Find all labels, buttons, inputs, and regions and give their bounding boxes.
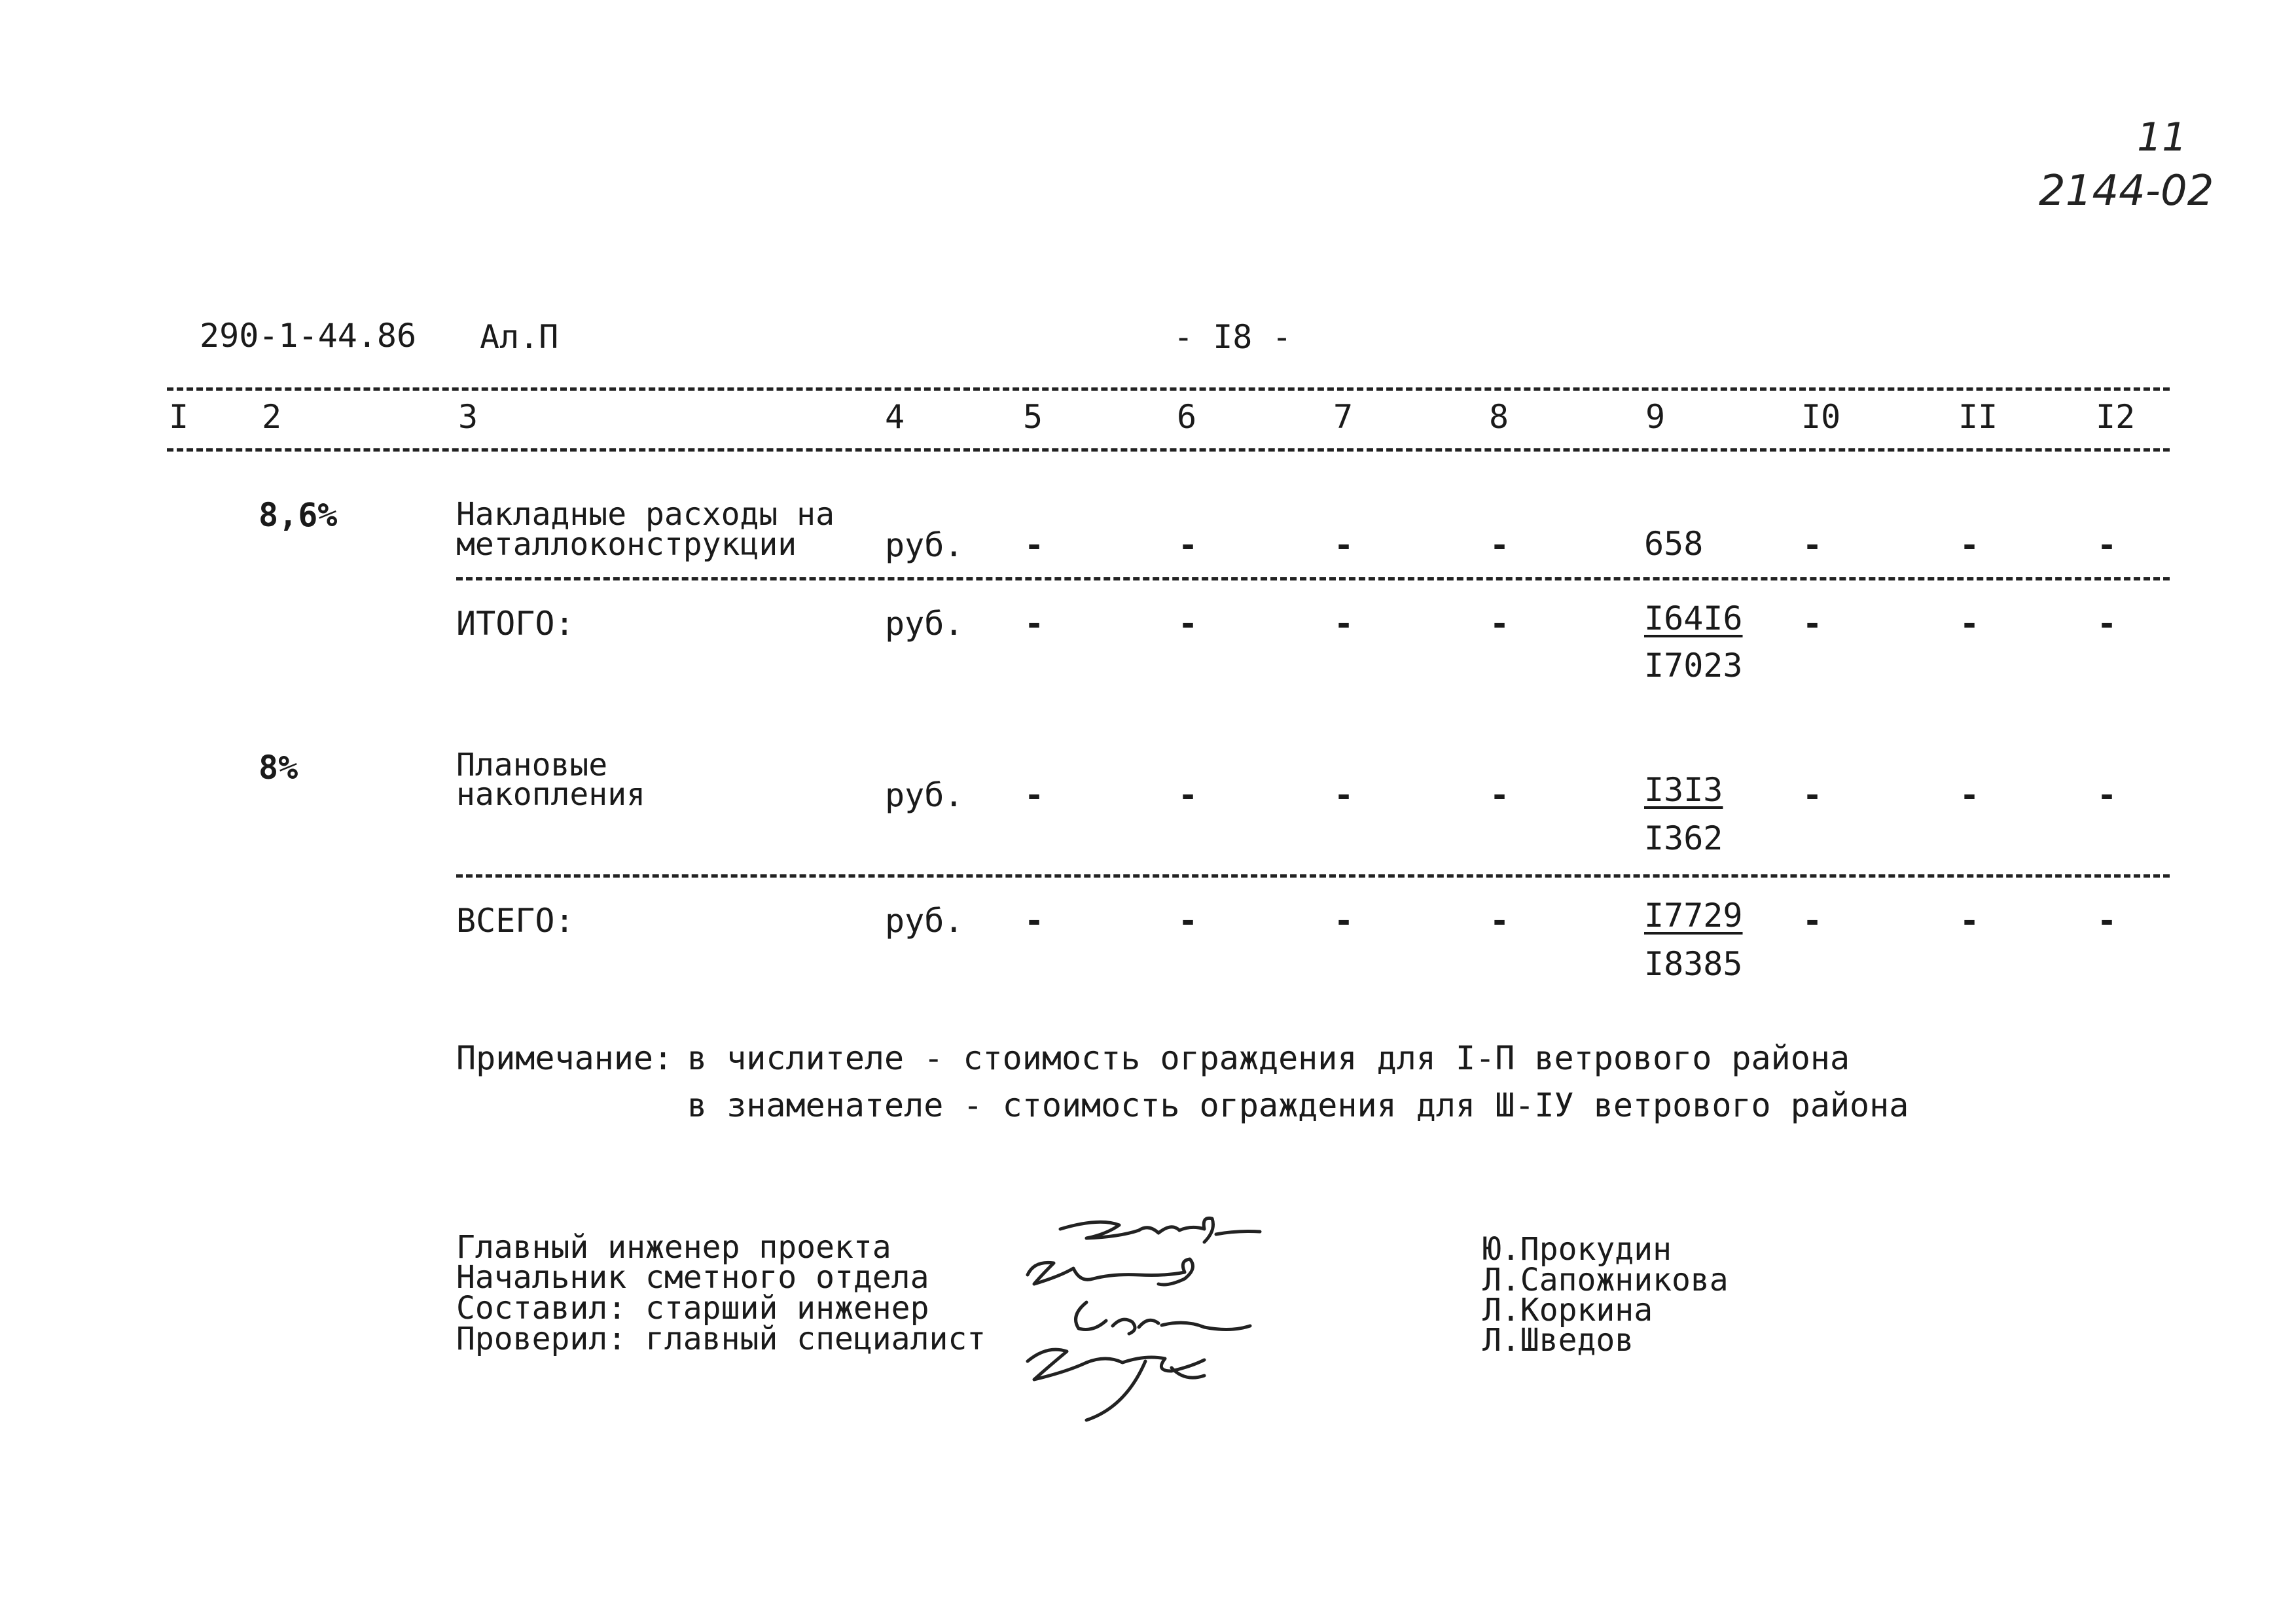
cell-col5: - [1024, 776, 1045, 814]
cell-col8: - [1490, 605, 1510, 643]
cell-col9-numerator: I3I3 [1644, 771, 1723, 809]
cell-col9-denominator: I8385 [1644, 945, 1743, 983]
row-rate: 8% [259, 749, 298, 787]
corner-note-line2: 2144-02 [2039, 167, 2214, 215]
cell-col7: - [1334, 902, 1354, 940]
col-header-7: 7 [1333, 398, 1354, 436]
row-name-line1: Накладные расходы на [456, 496, 834, 533]
cell-col12: - [2097, 902, 2117, 940]
signature-role: Главный инженер проекта [456, 1229, 891, 1266]
row-name-line2: накопления [456, 776, 645, 813]
cell-col9-value: 658 [1644, 525, 1704, 563]
row-name-line1: ВСЕГО: [456, 902, 575, 940]
row-name-line1: ИТОГО: [456, 605, 575, 643]
col-header-9: 9 [1645, 398, 1666, 436]
row-separator [456, 874, 2170, 878]
col-header-11: II [1958, 398, 1998, 436]
row-name-line2: металлоконструкции [456, 526, 797, 563]
corner-note-line1: 11 [2137, 115, 2187, 160]
cell-col10: - [1803, 605, 1823, 643]
header-top-rule [167, 387, 2170, 391]
cell-col12: - [2097, 605, 2117, 643]
cell-col5: - [1024, 605, 1045, 643]
cell-col10: - [1803, 526, 1823, 564]
signature-role: Начальник сметного отдела [456, 1259, 929, 1296]
cell-col9-numerator: I64I6 [1644, 599, 1743, 637]
signature-role: Составил: старший инженер [456, 1290, 929, 1327]
row-unit: руб. [885, 776, 964, 814]
row-name-line1: Плановые [456, 747, 608, 783]
cell-col9-denominator: I362 [1644, 819, 1723, 857]
cell-col6: - [1178, 526, 1198, 564]
handwritten-signatures [1008, 1211, 1361, 1433]
cell-col8: - [1490, 526, 1510, 564]
col-header-6: 6 [1177, 398, 1197, 436]
signature-name: Л.Коркина [1482, 1292, 1653, 1329]
cell-col6: - [1178, 605, 1198, 643]
col-header-10: I0 [1801, 398, 1841, 436]
signature-role: Проверил: главный специалист [456, 1321, 986, 1357]
col-header-8: 8 [1489, 398, 1509, 436]
cell-col8: - [1490, 902, 1510, 940]
col-header-2: 2 [262, 398, 282, 436]
col-header-1: I [169, 398, 189, 436]
cell-col6: - [1178, 902, 1198, 940]
page-number: - I8 - [1174, 318, 1292, 356]
col-header-3: 3 [458, 398, 478, 436]
cell-col7: - [1334, 776, 1354, 814]
cell-col7: - [1334, 526, 1354, 564]
cell-col10: - [1803, 776, 1823, 814]
cell-col10: - [1803, 902, 1823, 940]
note-label: Примечание: [456, 1039, 673, 1077]
cell-col12: - [2097, 776, 2117, 814]
row-unit: руб. [885, 526, 964, 564]
cell-col5: - [1024, 526, 1045, 564]
row-unit: руб. [885, 902, 964, 940]
signature-name: Ю.Прокудин [1482, 1231, 1672, 1268]
col-header-5: 5 [1023, 398, 1043, 436]
cell-col7: - [1334, 605, 1354, 643]
cell-col11: - [1960, 526, 1980, 564]
row-unit: руб. [885, 605, 964, 643]
album-label: Ал.П [480, 318, 559, 356]
cell-col6: - [1178, 776, 1198, 814]
cell-col11: - [1960, 902, 1980, 940]
cell-col9-denominator: I7023 [1644, 647, 1743, 685]
cell-col12: - [2097, 526, 2117, 564]
cell-col8: - [1490, 776, 1510, 814]
cell-col5: - [1024, 902, 1045, 940]
cell-col11: - [1960, 776, 1980, 814]
note-line1: в числителе - стоимость ограждения для I-П ветрового района [687, 1039, 1850, 1077]
row-separator [456, 577, 2170, 580]
row-rate: 8,6% [259, 496, 338, 534]
col-header-4: 4 [885, 398, 905, 436]
header-bottom-rule [167, 448, 2170, 452]
cell-col9-numerator: I7729 [1644, 897, 1743, 935]
col-header-12: I2 [2096, 398, 2136, 436]
note-line2: в знаменателе - стоимость ограждения для Ш-IУ ветрового района [687, 1086, 1909, 1124]
signature-name: Л.Шведов [1482, 1322, 1634, 1359]
doc-code: 290-1-44.86 [200, 317, 417, 355]
signature-name: Л.Сапожникова [1482, 1262, 1729, 1298]
cell-col11: - [1960, 605, 1980, 643]
